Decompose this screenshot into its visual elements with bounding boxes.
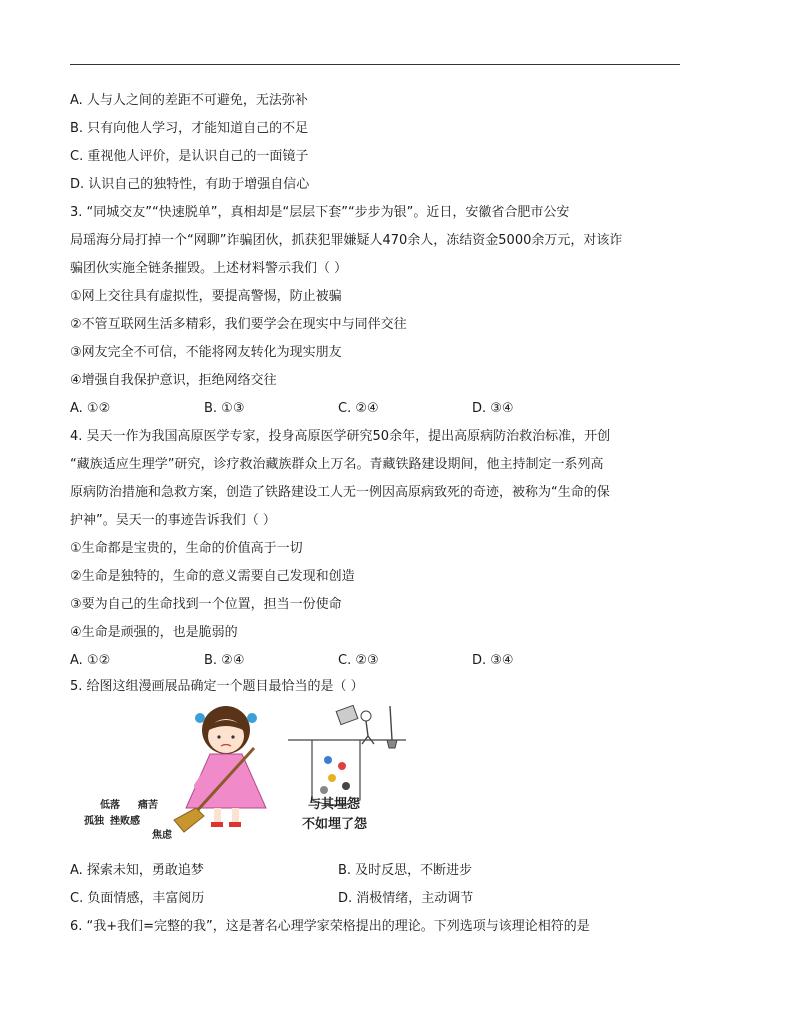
q2-option-d: D. 认识自己的独特性，有助于增强自信心 xyxy=(70,177,310,192)
q3-stem-line-1: 3. “同城交友”“快速脱单”，真相却是“层层下套”“步步为银”。近日，安徽省合肥市公安 xyxy=(70,205,570,220)
q4-statement-3: ③要为自己的生命找到一个位置，担当一份使命 xyxy=(70,597,342,612)
q6-stem: 6. “我+我们=完整的我”，这是著名心理学家荣格提出的理论。下列选项与该理论相符的是 xyxy=(70,919,590,934)
q4-stem-line-2: “藏族适应生理学”研究，诊疗救治藏族群众上万名。青藏铁路建设期间，他主持制定一系列高 xyxy=(70,457,604,472)
q4-statement-2: ②生命是独特的，生命的意义需要自己发现和创造 xyxy=(70,569,355,584)
q3-stem-line-2: 局瑶海分局打掉一个“网聊”诈骗团伙，抓获犯罪嫌疑人470余人，冻结资金5000余万元，对该诈 xyxy=(70,233,623,248)
q4-statement-4: ④生命是顽强的，也是脆弱的 xyxy=(70,625,238,640)
q3-stem-line-3: 骗团伙实施全链条摧毁。上述材料警示我们（ ） xyxy=(70,261,348,276)
cartoon-word-4: 挫败感 xyxy=(110,816,140,827)
q4-stem-line-3: 原病防治措施和急救方案，创造了铁路建设工人无一例因高原病致死的奇迹，被称为“生命的保 xyxy=(70,485,610,500)
q4-option-b: B. ②④ xyxy=(204,653,245,668)
q5-cartoon xyxy=(66,700,426,850)
cartoon-caption-line-2: 不如埋了怨 xyxy=(302,817,368,832)
q2-option-b: B. 只有向他人学习，才能知道自己的不足 xyxy=(70,121,309,136)
q3-option-a: A. ①② xyxy=(70,401,111,416)
q2-option-a: A. 人与人之间的差距不可避免，无法弥补 xyxy=(70,93,308,108)
q4-stem-line-1: 4. 吴天一作为我国高原医学专家，投身高原医学研究50余年，提出高原病防治救治标准，开创 xyxy=(70,429,611,444)
q5-option-d: D. 消极情绪，主动调节 xyxy=(338,891,474,906)
q3-statement-1: ①网上交往具有虚拟性，要提高警惕，防止被骗 xyxy=(70,289,342,304)
q4-option-a: A. ①② xyxy=(70,653,111,668)
q3-statement-4: ④增强自我保护意识，拒绝网络交往 xyxy=(70,373,277,388)
q3-option-d: D. ③④ xyxy=(472,401,514,416)
q4-statement-1: ①生命都是宝贵的，生命的价值高于一切 xyxy=(70,541,303,556)
q4-stem-line-4: 护神”。吴天一的事迹告诉我们（ ） xyxy=(70,513,276,528)
header-rule xyxy=(70,64,680,65)
cartoon-word-1: 低落 xyxy=(100,800,120,811)
cartoon-word-2: 痛苦 xyxy=(138,800,158,811)
cartoon-word-3: 孤独 xyxy=(84,816,104,827)
q3-option-b: B. ①③ xyxy=(204,401,245,416)
girl-sweeping-illustration xyxy=(174,706,266,832)
q4-option-d: D. ③④ xyxy=(472,653,514,668)
q3-statement-3: ③网友完全不可信，不能将网友转化为现实朋友 xyxy=(70,345,342,360)
q3-option-c: C. ②④ xyxy=(338,401,379,416)
pit-illustration xyxy=(288,705,406,805)
q2-option-c: C. 重视他人评价，是认识自己的一面镜子 xyxy=(70,149,309,164)
q5-option-b: B. 及时反思，不断进步 xyxy=(338,863,473,878)
q3-statement-2: ②不管互联网生活多精彩，我们要学会在现实中与同伴交往 xyxy=(70,317,407,332)
q5-option-c: C. 负面情感，丰富阅历 xyxy=(70,891,205,906)
q5-option-a: A. 探索未知，勇敢追梦 xyxy=(70,863,204,878)
cartoon-caption-line-1: 与其埋怨 xyxy=(308,797,361,812)
cartoon-word-5: 焦虑 xyxy=(152,830,172,841)
q5-stem: 5. 给图这组漫画展品确定一个题目最恰当的是（ ） xyxy=(70,679,364,694)
q4-option-c: C. ②③ xyxy=(338,653,379,668)
